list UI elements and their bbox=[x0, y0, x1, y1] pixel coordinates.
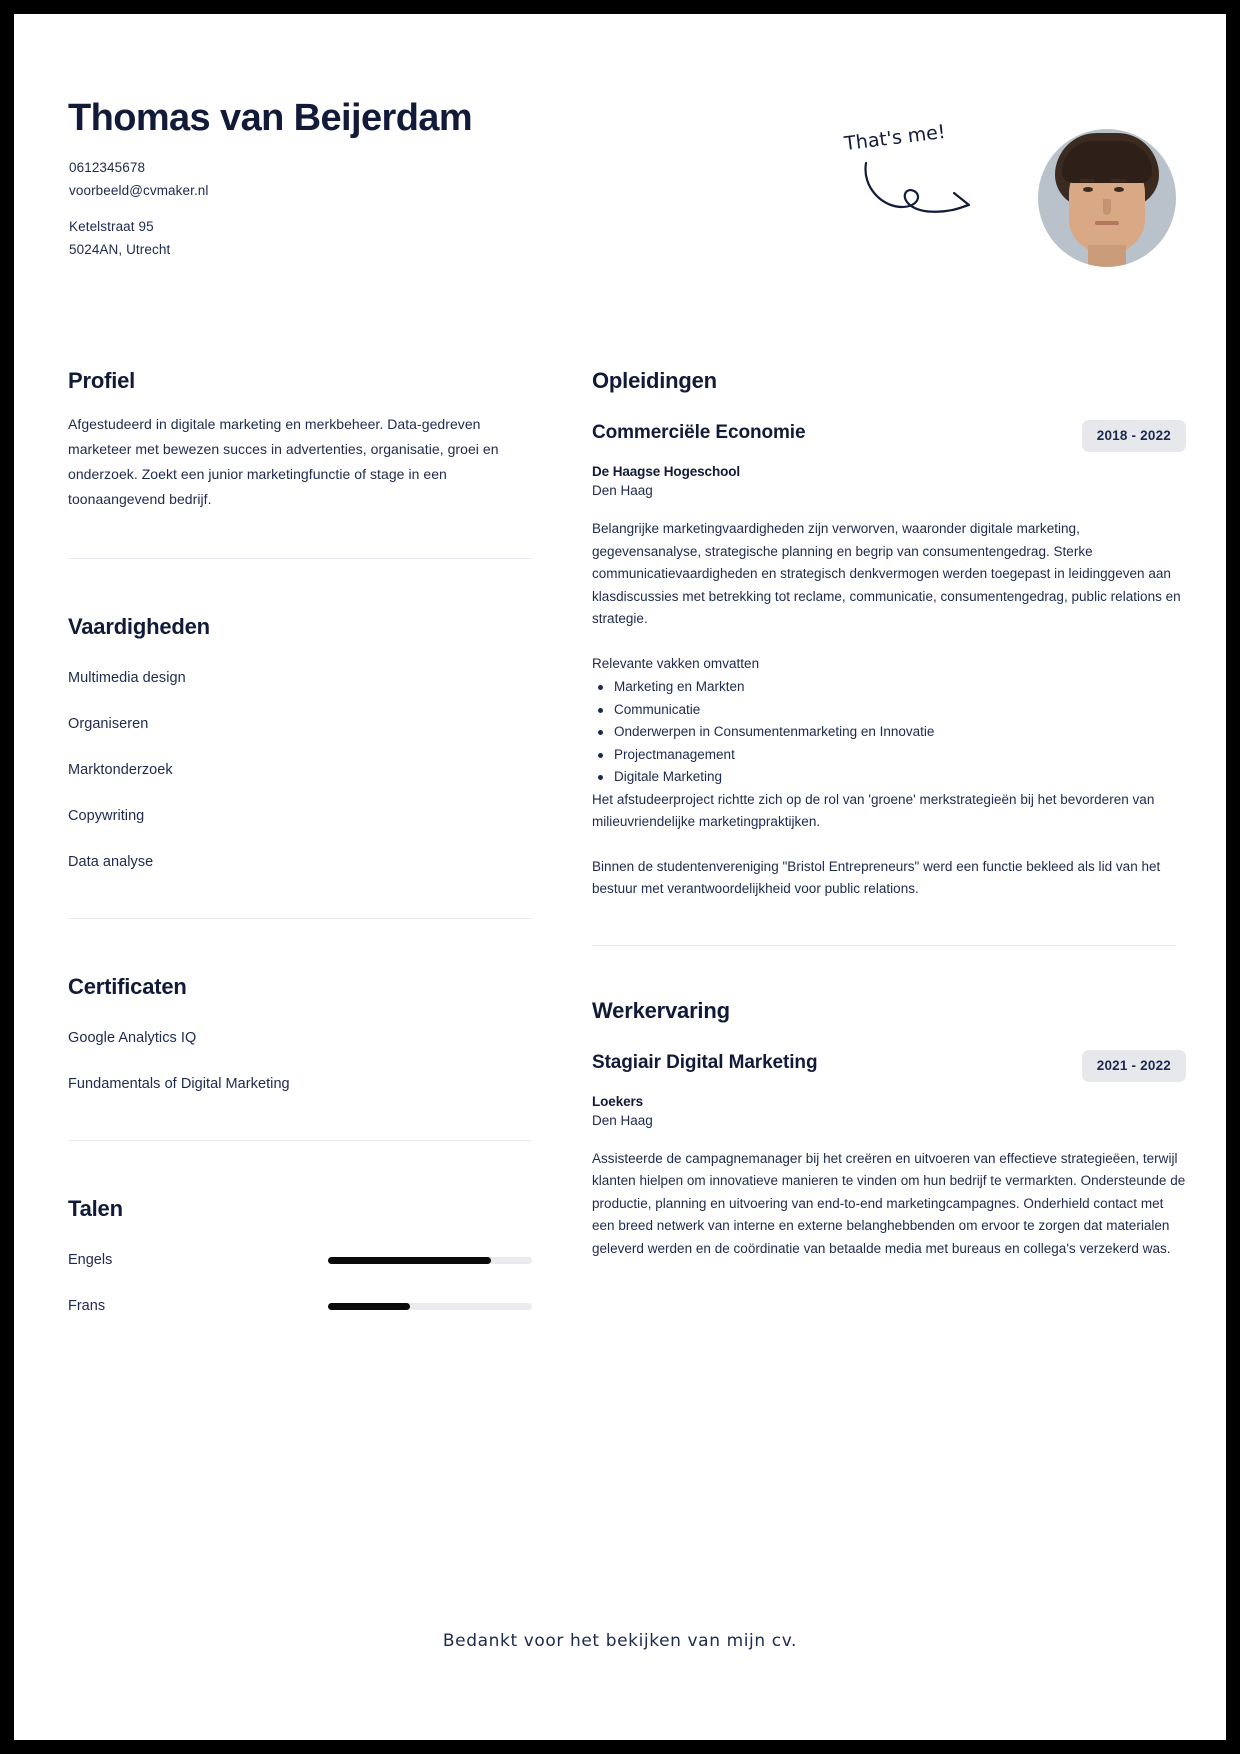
divider-skills bbox=[68, 918, 532, 919]
divider-education bbox=[592, 945, 1176, 946]
street-text: Ketelstraat 95 bbox=[69, 219, 154, 234]
language-level-fill bbox=[328, 1257, 491, 1264]
language-level-track bbox=[328, 1303, 532, 1310]
education-paragraph: Belangrijke marketingvaardigheden zijn verworven, waaronder digitale marketing, gegevensanalyse, strategische planning en begrip van consumentengedrag. Sterke communicatievaardigheden en strategisch denkvermogen werden toegepast in leidinggeven aan klasdiscussies met betrekking tot reclame, communicatie, consumentengedrag, public relations en strategie. bbox=[592, 521, 1181, 626]
list-item: Communicatie bbox=[592, 699, 1186, 722]
education-location: Den Haag bbox=[592, 483, 653, 498]
photo-mouth bbox=[1095, 221, 1119, 225]
education-description bbox=[592, 518, 1186, 901]
avatar bbox=[1038, 129, 1176, 267]
email-text: voorbeeld@cvmaker.nl bbox=[69, 182, 209, 198]
section-title-skills: Vaardigheden bbox=[68, 614, 210, 639]
experience-entry bbox=[592, 1050, 1186, 1261]
education-institution: De Haagse Hogeschool bbox=[592, 464, 741, 479]
experience-entry-head bbox=[592, 1050, 1186, 1082]
education-paragraph: Binnen de studentenvereniging "Bristol Entrepreneurs" werd een functie bekleed als lid van het bestuur met verantwoordelijkheid voor public relations. bbox=[592, 858, 1161, 896]
education-paragraph: Het afstudeerproject richtte zich op de rol van 'groene' merkstrategieën bij het bevorderen van milieuvriendelijke marketingpraktijken. bbox=[592, 791, 1155, 829]
footer-text: Bedankt voor het bekijken van mijn cv. bbox=[442, 1631, 798, 1651]
section-languages bbox=[54, 1196, 542, 1314]
photo-hair-front bbox=[1062, 141, 1152, 183]
language-level-track bbox=[328, 1257, 532, 1264]
right-column bbox=[582, 312, 1186, 1314]
cv-page bbox=[14, 14, 1226, 1740]
profile-photo bbox=[1038, 129, 1176, 267]
section-education bbox=[582, 368, 1186, 946]
thats-me-label: That's me! bbox=[843, 120, 947, 156]
photo-eye-left bbox=[1083, 187, 1093, 192]
cv-content bbox=[54, 59, 1186, 1699]
photo-nose bbox=[1103, 199, 1111, 215]
phone-text: 0612345678 bbox=[69, 160, 146, 175]
education-date-badge: 2018 - 2022 bbox=[1082, 420, 1186, 452]
photo-brow-left bbox=[1080, 179, 1095, 182]
city-text: 5024AN, Utrecht bbox=[69, 241, 171, 257]
experience-description bbox=[592, 1148, 1186, 1261]
section-profile bbox=[54, 368, 542, 559]
page-title: Thomas van Beijerdam bbox=[68, 97, 473, 139]
section-title-languages: Talen bbox=[68, 1196, 123, 1221]
list-item: Projectmanagement bbox=[592, 744, 1186, 767]
language-row bbox=[68, 1298, 532, 1314]
section-title-certificates: Certificaten bbox=[68, 974, 187, 999]
cv-body bbox=[54, 312, 1186, 1314]
experience-date-badge: 2021 - 2022 bbox=[1082, 1050, 1186, 1082]
list-item: Data analyse bbox=[68, 854, 154, 870]
list-item: Fundamentals of Digital Marketing bbox=[68, 1076, 290, 1092]
experience-paragraph: Assisteerde de campagnemanager bij het creëren en uitvoeren van effectieve strategieëen, terwijl klanten hielpen om innovatieve manieren te vinden om hun bedrijf te vermarkten. Ondersteunde de productie, planning en uitvoering van end-to-end marketingcampagnes. Onderhield contact met een breed netwerk van interne en externe belanghebbenden om ervoor te zorgen dat materialen geleverd werden en de coördinatie van betaalde media met bureaus en collega's verzekerd was. bbox=[592, 1150, 1186, 1256]
education-entry-head bbox=[592, 420, 1186, 452]
list-item: Marketing en Markten bbox=[592, 676, 1186, 699]
section-title-education: Opleidingen bbox=[592, 368, 717, 393]
list-item: Copywriting bbox=[68, 808, 145, 824]
cv-header bbox=[54, 97, 1186, 312]
experience-location: Den Haag bbox=[592, 1112, 653, 1128]
language-row bbox=[68, 1252, 532, 1268]
list-item: Multimedia design bbox=[68, 670, 186, 686]
left-column bbox=[54, 312, 542, 1314]
photo-eye-right bbox=[1114, 187, 1124, 192]
list-item: Google Analytics IQ bbox=[68, 1030, 197, 1046]
section-experience bbox=[582, 998, 1186, 1261]
photo-neck bbox=[1088, 245, 1126, 267]
profile-text: Afgestudeerd in digitale marketing en merkbeheer. Data-gedreven marketeer met bewezen succes in advertenties, organisatie, groei en onderzoek. Zoekt een junior marketingfunctie of stage in een toonaangevend bedrijf. bbox=[68, 416, 499, 507]
section-title-experience: Werkervaring bbox=[592, 997, 730, 1023]
photo-brow-right bbox=[1111, 179, 1126, 182]
cv-footer bbox=[54, 1631, 1186, 1651]
language-level-fill bbox=[328, 1303, 410, 1310]
education-entry bbox=[592, 420, 1186, 901]
languages-list bbox=[54, 1252, 542, 1314]
thats-me-annotation bbox=[826, 120, 1026, 235]
section-title-profile: Profiel bbox=[68, 368, 136, 393]
language-label: Engels bbox=[68, 1252, 113, 1268]
divider-certificates bbox=[68, 1140, 532, 1141]
section-skills bbox=[54, 614, 542, 919]
certificates-list bbox=[54, 1030, 542, 1092]
education-degree: Commerciële Economie bbox=[592, 422, 806, 443]
section-certificates bbox=[54, 974, 542, 1141]
list-item: Digitale Marketing bbox=[592, 766, 1186, 789]
experience-company: Loekers bbox=[592, 1093, 644, 1109]
divider-profile bbox=[68, 558, 532, 559]
list-item: Organiseren bbox=[68, 716, 149, 732]
experience-role: Stagiair Digital Marketing bbox=[592, 1051, 818, 1073]
language-label: Frans bbox=[68, 1298, 106, 1314]
list-item: Onderwerpen in Consumentenmarketing en Innovatie bbox=[592, 721, 1186, 744]
skills-list bbox=[54, 670, 542, 870]
education-courses-intro: Relevante vakken omvatten bbox=[592, 655, 760, 671]
list-item: Marktonderzoek bbox=[68, 762, 173, 778]
education-courses-list bbox=[592, 676, 1186, 789]
